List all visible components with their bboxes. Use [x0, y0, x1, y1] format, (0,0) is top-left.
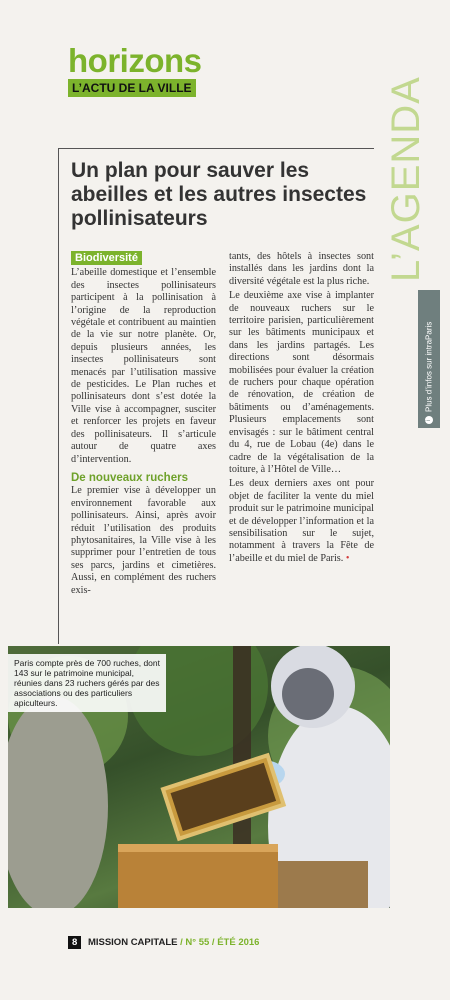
- article-column-1: [71, 251, 216, 599]
- article-paragraph: L’abeille domestique et l’ensemble des insectes pollinisateurs participent à la pollinisation à l’origine de la reproduction végétale et contribuent au maintien de la vie sur notre planète. Or, depuis plusieurs années, les insectes pollinisateurs sont menacés par l’utilisation massive de pesticides. Le Plan ruches et pollinisateurs dont s’est dotée la Ville vise à accompagner, susciter et renforcer les projets en faveur des pollinisateurs. Il s’articule autour de quatre axes d’intervention.: [71, 267, 216, 465]
- article-paragraph: Le premier vise à développer un environnement favorable aux pollinisateurs. Ainsi, après avoir réduit l’utilisation des produits phytosanitaires, la Ville vise à les supprimer pour l’entretien de tous ses parcs, jardins et cimetières. Aussi, en complément des ruchers exis-: [71, 485, 216, 596]
- article-subhead: De nouveaux ruchers: [71, 471, 188, 484]
- article-headline: Un plan pour sauver les abeilles et les autres insectes pollinisateurs: [71, 159, 367, 230]
- beekeepers-photo: [8, 646, 390, 908]
- article-paragraph: Le deuxième axe vise à implanter de nouveaux ruchers sur le territoire parisien, particulièrement sur les bâtiments municipaux et dans les jardins partagés. Les directions sont désormais mobilisées pour évaluer la création de ruchers pour chaque opération de rénovation, de création de bâtiments ou d’aménagements. Plusieurs emplacements sont envisagés : sur le bâtiment central du 4, rue de Lobau (4e) dans le cadre de la végétalisation de la toiture, à l’Hôtel de Ville…: [229, 290, 374, 475]
- article-box: [58, 148, 374, 644]
- article-paragraph-text: Les deux derniers axes ont pour objet de faciliter la vente du miel produit sur le patrimoine municipal et de développer l’information et la sensibilisation sur le sujet, notamment à travers la Fête de l’abeille et du miel de Paris.: [229, 478, 374, 564]
- end-mark: •: [345, 552, 350, 564]
- photo-caption: Paris compte près de 700 ruches, dont 143 sur le patrimoine municipal, réunies dans 23 ruchers gérés par des associations ou des particuliers apiculteurs.: [8, 654, 166, 712]
- section-header: [68, 44, 202, 97]
- section-subtitle: L’ACTU DE LA VILLE: [68, 79, 196, 97]
- page-footer: [68, 936, 259, 949]
- category-tag: Biodiversité: [71, 251, 142, 265]
- page-number: 8: [68, 936, 81, 949]
- section-title: horizons: [68, 42, 202, 79]
- info-icon: i: [425, 416, 433, 424]
- publication-name: MISSION CAPITALE: [87, 937, 178, 948]
- agenda-vertical-label: L’AGENDA: [384, 76, 428, 282]
- issue-info: / N° 55 / ÉTÉ 2016: [180, 937, 260, 948]
- article-column-2: [229, 251, 374, 567]
- article-paragraph-last: [229, 478, 374, 565]
- intraparis-info-bar: [418, 290, 440, 428]
- article-paragraph: tants, des hôtels à insectes sont installés dans les jardins dont la diversité végétale est la plus riche.: [229, 251, 374, 287]
- intraparis-info-label: Plus d’infos sur intraParis: [424, 321, 434, 412]
